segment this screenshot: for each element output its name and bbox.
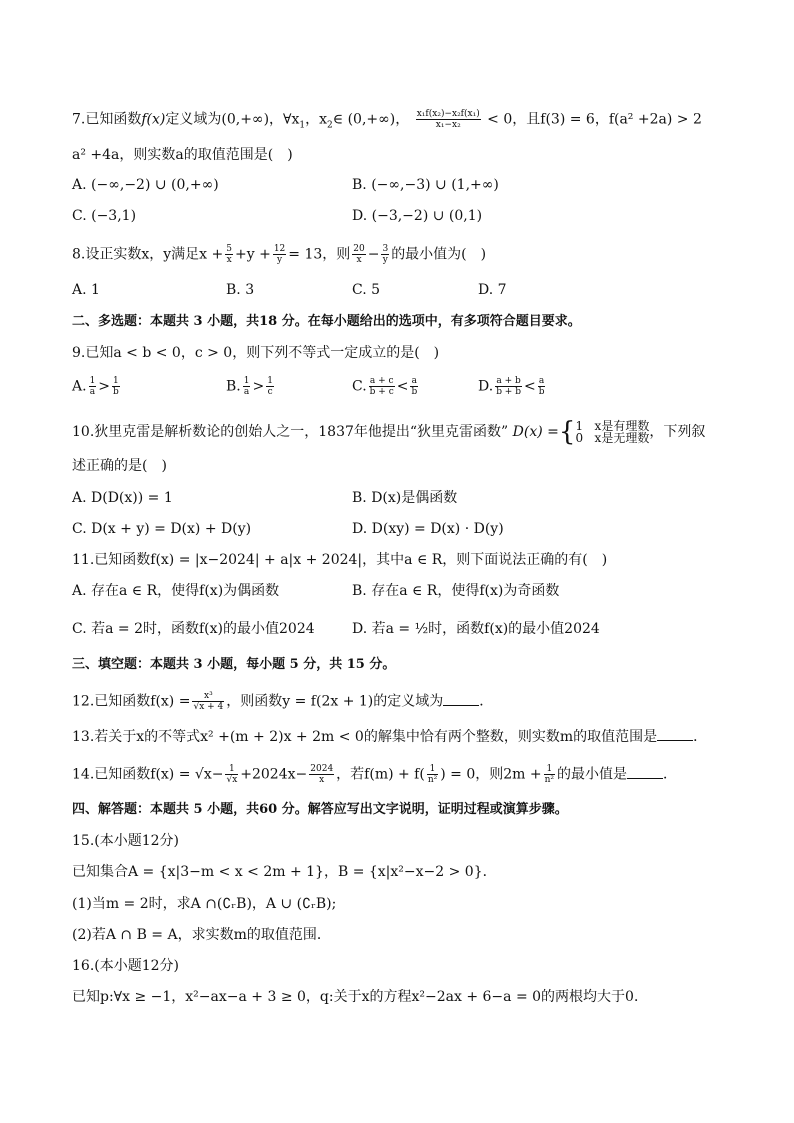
q8-stem (72, 244, 486, 265)
q9-a-ln: 1 (89, 376, 96, 386)
q11-option-b: B. 存在a ∈ R，使得f(x)为奇函数 (352, 583, 560, 599)
q10-line2: 述正确的是( ) (72, 458, 167, 474)
q10-option-b: B. D(x)是偶函数 (352, 490, 458, 506)
q9-c-ld: b + c (369, 387, 394, 397)
q15-line3: (2)若A ∩ B = A，求实数m的取值范围． (72, 927, 331, 943)
q16-head: 16.(本小题12分) (72, 958, 180, 974)
q14-frac2 (309, 764, 334, 785)
q9-d-lfrac (495, 376, 522, 397)
q8-f2-num: 12 (273, 244, 286, 254)
q9-c-label: C. (352, 378, 367, 395)
q14-end: ． (663, 766, 678, 783)
q9-b-rd: c (267, 387, 273, 397)
q9-c-rfrac (410, 376, 418, 397)
q7-text-c: 定义域为 (165, 111, 222, 128)
q7-line1: 7.已知函数f(x)定义域为(0,+∞)，$\forall x_1$，$x_2\in$ (0,+∞)， $\frac{\text{x₁f(x₂)−x₂f(x₁)}}{\text{x₁−x₂}}$ < 0，且f(3) = 6，f(a² +2a) > 2 (72, 109, 702, 131)
q7-text-b: f(x) (141, 111, 166, 128)
q7-line2: a² +4a，则实数a的取值范围是( ) (72, 147, 293, 163)
q8-option-b: B. 3 (226, 282, 255, 298)
q12-pre: 12.已知函数f(x) = (72, 693, 191, 710)
q7-frac-num: x₁f(x₂)−x₂f(x₁) (416, 109, 480, 119)
q9-d-rfrac (538, 376, 546, 397)
q10-option-a: A. D(D(x)) = 1 (72, 490, 173, 506)
brace-glyph: { (558, 417, 576, 447)
q14-post1: ，若f(m) + f( (336, 766, 425, 783)
q14-f4-num: 1 (544, 764, 555, 775)
q9-c-lfrac (369, 376, 395, 397)
q10-func: D(x) = (512, 424, 559, 440)
q10-cases (575, 420, 649, 444)
q14-frac4 (544, 764, 555, 785)
q7-option-c: C. (−3,1) (72, 208, 137, 224)
q11-option-d: D. 若a = ½时，函数f(x)的最小值2024 (352, 621, 600, 637)
q9-d-op: < (523, 378, 536, 395)
q9-c-rd: b (411, 387, 418, 397)
q15-line2: (1)当m = 2时，求A ∩(∁ᵣB)，A ∪ (∁ᵣB); (72, 896, 337, 912)
q16-line1: 已知p:∀x ≥ −1，x²−ax−a + 3 ≥ 0，q:关于x的方程x²−2ax + 6−a = 0的两根均大于0． (72, 989, 648, 1005)
q7-text-h: f(3) = 6，f(a² +2a) > 2 (540, 111, 702, 128)
q8-frac4 (381, 244, 389, 265)
q13-text: 13.若关于x的不等式x² +(m + 2)x + 2m < 0的解集中恰有两个整数，则实数m的取值范围是 (72, 729, 658, 745)
q9-a-lfrac (89, 376, 97, 397)
q9-a-ld: a (89, 387, 96, 397)
section-2-heading: 二、多选题：本题共 3 小题，共18 分。在每小题给出的选项中，有多项符合题目要求。 (72, 314, 581, 329)
q7-text-a: 7.已知函数 (72, 111, 142, 128)
q9-a-rd: b (113, 387, 119, 397)
q13-end: ． (693, 729, 708, 745)
q8-minus: − (367, 246, 380, 263)
q7-text-d: (0,+∞)，∀x (221, 111, 300, 128)
q9-c-rn: a (411, 376, 418, 386)
q10-case2 (575, 431, 649, 445)
q9-c-op: < (396, 378, 409, 395)
q8-pre: 8.设正实数x，y满足 (72, 246, 200, 263)
q9-option-d (478, 376, 547, 397)
q9-b-ld: a (243, 387, 250, 397)
q7-option-d: D. (−3,−2) ∪ (0,1) (352, 208, 483, 224)
q14-pre: 14.已知函数f(x) = √x− (72, 766, 224, 783)
q8-x-term: x + (199, 246, 224, 263)
q15-line1: 已知集合A = {x|3−m < x < 2m + 1}，B = {x|x²−x−2 > 0}． (72, 864, 497, 880)
q8-post: 的最小值为( ) (391, 246, 487, 263)
q8-y-term: +y + (234, 246, 271, 263)
q8-frac1 (225, 244, 233, 265)
q9-a-rfrac (112, 376, 120, 397)
q12-answer-blank[interactable] (443, 693, 479, 706)
q14-f3-den: n² (427, 775, 438, 785)
q9-b-rn: 1 (267, 376, 273, 386)
q8-f4-den: y (382, 255, 388, 265)
q14-post2: ) = 0，则2m + (440, 766, 542, 783)
q8-f2-den: y (276, 255, 283, 265)
q10-option-c: C. D(x + y) = D(x) + D(y) (72, 521, 252, 537)
q8-option-a: A. 1 (72, 282, 100, 298)
q8-f1-num: 5 (226, 244, 232, 254)
q9-b-lfrac (243, 376, 251, 397)
q9-c-ln: a + c (369, 376, 394, 386)
q8-frac2 (273, 244, 286, 265)
q10-case1-val: 1 (575, 419, 584, 433)
q14-f1-den: √x (226, 775, 238, 785)
q14-f2-num: 2024 (310, 764, 334, 774)
q9-a-label: A. (72, 378, 87, 395)
q11-option-c: C. 若a = 2时，函数f(x)的最小值2024 (72, 621, 315, 637)
q9-d-label: D. (478, 378, 494, 395)
q9-b-op: > (252, 378, 265, 395)
q10-case1-cond: x是有理数 (594, 419, 650, 433)
q9-a-rn: 1 (113, 376, 119, 386)
q14-f2-den: x (319, 775, 325, 785)
q7-frac-den: x₁−x₂ (435, 120, 461, 130)
section-3-heading: 三、填空题：本题共 3 小题，每小题 5 分，共 15 分。 (72, 657, 396, 672)
q8-f3-num: 20 (353, 244, 365, 254)
q7-option-b: B. (−∞,−3) ∪ (1,+∞) (352, 177, 499, 193)
q8-f3-den: x (356, 255, 362, 265)
q8-eq: = 13，则 (288, 246, 351, 263)
q7-text-g: < 0，且 (487, 111, 541, 128)
q9-option-a (72, 376, 122, 397)
q9-b-label: B. (226, 378, 241, 395)
q8-frac3 (352, 244, 365, 265)
q13-stem (72, 728, 707, 746)
q9-option-b (226, 376, 276, 397)
q10-case2-val: 0 (575, 431, 584, 445)
q14-frac1 (225, 764, 238, 785)
q13-answer-blank[interactable] (657, 728, 693, 741)
q10-stem-a: 10.狄里克雷是解析数论的创始人之一，1837年他提出“狄里克雷函数” (72, 424, 509, 440)
q14-mid: +2024x− (240, 766, 308, 783)
q12-frac-num: x³ (192, 691, 224, 702)
q9-option-c (352, 376, 420, 397)
q7-text-e: ，x (305, 111, 328, 128)
q9-b-ln: 1 (243, 376, 250, 386)
q10-option-d: D. D(xy) = D(x) · D(y) (352, 521, 504, 537)
q11-option-a: A. 存在a ∈ R，使得f(x)为偶函数 (72, 583, 280, 599)
q8-f4-num: 3 (382, 244, 389, 254)
q7-text-f: ∈ (0,+∞)， (332, 111, 410, 128)
q8-option-d: D. 7 (478, 282, 507, 298)
q14-f4-den: n² (544, 775, 555, 785)
q7-option-a: A. (−∞,−2) ∪ (0,+∞) (72, 177, 219, 193)
q15-head: 15.(本小题12分) (72, 833, 180, 849)
q9-d-rd: b (538, 387, 545, 397)
q9-d-ld: b + b (496, 387, 521, 397)
q12-post: ，则函数y = f(2x + 1)的定义域为 (226, 693, 444, 710)
q12-frac (192, 691, 224, 712)
q12-end: ． (479, 693, 494, 710)
q9-stem: 9.已知a < b < 0，c > 0，则下列不等式一定成立的是( ) (72, 345, 440, 361)
q12-frac-den: √x + 4 (193, 702, 224, 712)
q14-answer-blank[interactable] (627, 766, 663, 779)
q9-b-rfrac (266, 376, 274, 397)
q14-post3: 的最小值是 (557, 766, 628, 783)
q10-stem-b: ，下列叙 (649, 424, 706, 440)
q10-stem (72, 417, 706, 447)
q9-d-ln: a + b (496, 376, 521, 386)
q14-f3-num: 1 (427, 764, 438, 775)
q14-frac3 (427, 764, 438, 785)
q7-fraction (416, 109, 481, 130)
section-4-heading: 四、解答题：本题共 5 小题，共60 分。解答应写出文字说明，证明过程或演算步骤。 (72, 802, 568, 817)
q8-f1-den: x (226, 255, 232, 265)
q14-stem (72, 764, 677, 785)
q14-f1-num: 1 (225, 764, 238, 775)
q9-a-op: > (98, 378, 111, 395)
q8-option-c: C. 5 (352, 282, 381, 298)
q9-d-rn: a (538, 376, 545, 386)
q12-stem (72, 691, 493, 712)
q11-stem: 11.已知函数f(x) = |x−2024| + a|x + 2024|，其中a ∈ R，则下面说法正确的有( ) (72, 552, 608, 568)
q10-case2-cond: x是无理数 (594, 431, 650, 445)
